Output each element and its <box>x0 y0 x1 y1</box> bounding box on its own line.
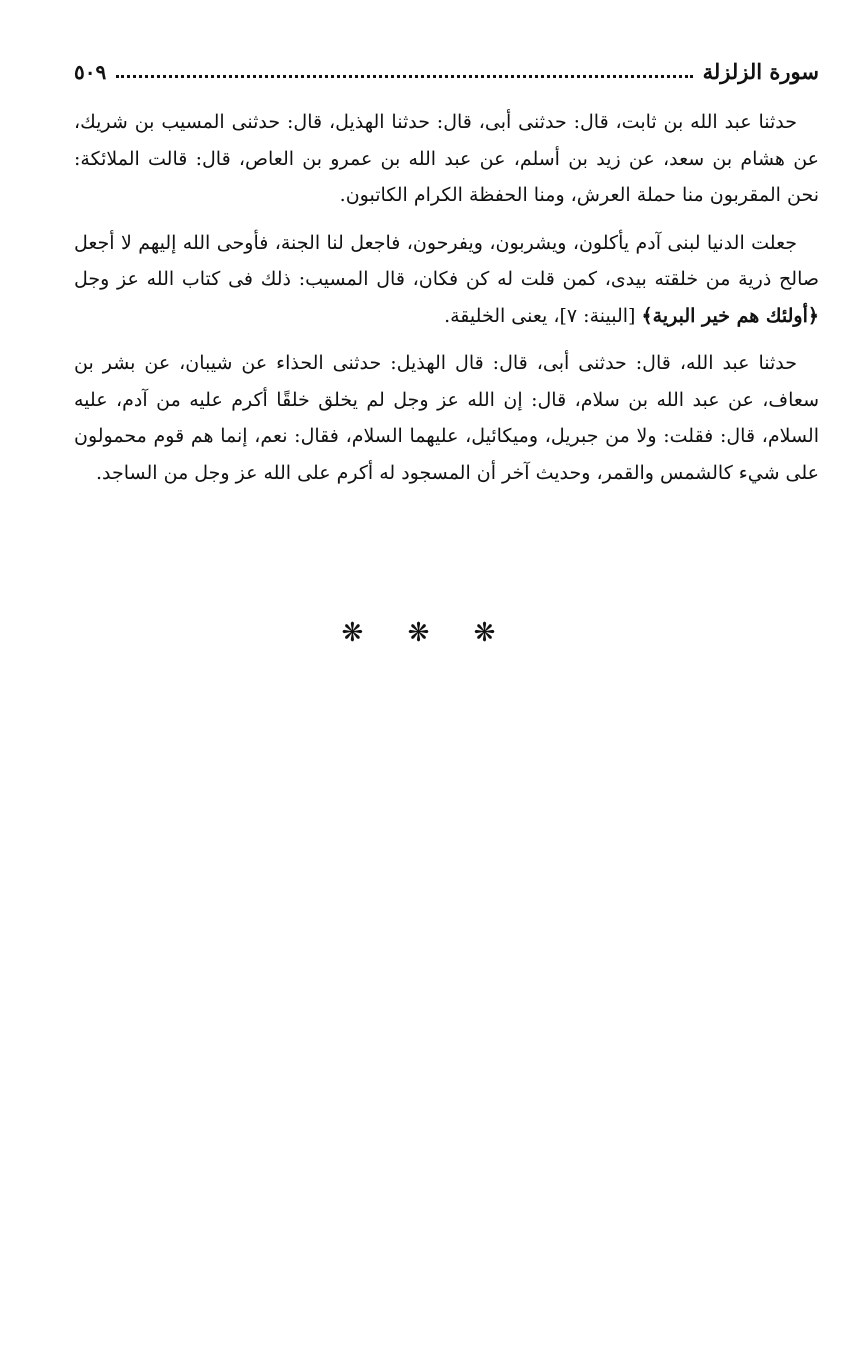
page-body <box>74 104 819 502</box>
quran-verse: ﴿أولئك هم خير البرية﴾ <box>641 304 819 327</box>
paragraph-3: حدثنا عبد الله، قال: حدثنى أبى، قال: قال الهذيل: حدثنى الحذاء عن شيبان، عن بشر بن سعاف، عن عبد الله بن سلام، قال: إن الله عز وجل لم يخلق خلقًا أكرم عليه من آدم، عليه السلام، قال: فقلت: ولا من جبريل، وميكائيل، عليهما السلام، فقال: نعم، إنما هم قوم محمولون على شيء كالشمس والقمر، وحديث آخر أن المسجود له أكرم على الله عز وجل من الساجد. <box>74 352 819 484</box>
paragraph-2 <box>74 225 819 335</box>
header-leader-dots <box>116 75 692 78</box>
surah-title: سورة الزلزلة <box>702 59 819 84</box>
section-separator: ❋ ❋ ❋ <box>341 618 514 648</box>
paragraph-1: حدثنا عبد الله بن ثابت، قال: حدثنى أبى، قال: حدثنا الهذيل، قال: حدثنى المسيب بن شريك، عن هشام بن سعد، عن زيد بن أسلم، عن عبد الله بن عمرو بن العاص، قال: قالت الملائكة: نحن المقربون منا حملة العرش، ومنا الحفظة الكرام الكاتبون. <box>74 111 819 206</box>
paragraph-2-text-before: جعلت الدنيا لبنى آدم يأكلون، ويشربون، ويفرحون، فاجعل لنا الجنة، فأوحى الله إليهم لا أجعل صالح ذرية من خلقته بيدى، كمن قلت له كن فكان، قال المسيب: ذلك فى كتاب الله عز وجل <box>74 231 819 290</box>
page-number: ٥٠٩ <box>74 60 107 84</box>
running-header <box>74 48 819 84</box>
paragraph-2-text-after: [البينة: ٧]، يعنى الخليقة. <box>444 304 642 327</box>
